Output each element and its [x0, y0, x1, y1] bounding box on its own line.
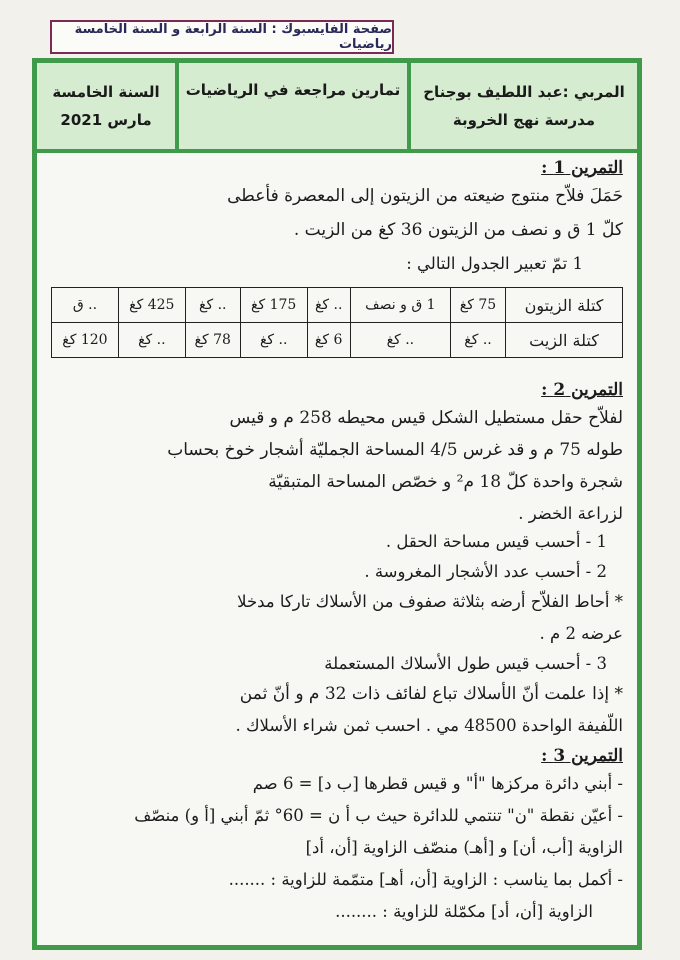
- table-row: [52, 323, 623, 358]
- exercise-3-line-1: - أبني دائرة مركزها "أ" و قيس قطرها [ب د] = 6 صم: [252, 774, 623, 793]
- worksheet-title-cell: [175, 63, 407, 149]
- table-cell: .. ق: [52, 288, 119, 323]
- exercise-2-question-2: 2 - أحسب عدد الأشجار المغروسة .: [364, 562, 607, 581]
- exercise-2-line-3: شجرة واحدة كلّ 18 م² و خصّص المساحة المتبقيّة: [268, 472, 623, 492]
- table-cell: .. كغ: [118, 323, 185, 358]
- table-cell: 425 كغ: [118, 288, 185, 323]
- worksheet-title: تمارين مراجعة في الرياضيات: [185, 81, 401, 99]
- worksheet-content: [51, 157, 623, 945]
- worksheet-frame: [32, 58, 642, 950]
- table-cell: .. كغ: [450, 323, 505, 358]
- exercise-2-question-3: 3 - أحسب قيس طول الأسلاك المستعملة: [324, 654, 607, 673]
- table-cell: .. كغ: [350, 323, 450, 358]
- table-cell: 120 كغ: [52, 323, 119, 358]
- exercise-2-line-8: اللّفيفة الواحدة 48500 مي . احسب ثمن شراء الأسلاك .: [235, 716, 623, 735]
- table-cell: .. كغ: [185, 288, 240, 323]
- exercise-2-line-6: عرضه 2 م .: [539, 624, 623, 643]
- exercise-1-line-3: 1 تمّ تعبير الجدول التالي :: [406, 254, 583, 273]
- grade-label: السنة الخامسة: [52, 83, 160, 101]
- exercise-3-title: التمرين 3 :: [541, 746, 623, 766]
- school-name: مدرسة نهج الخروبة: [452, 111, 596, 129]
- date-label: مارس 2021: [60, 111, 152, 129]
- exercise-3-line-3: الزاوية [أب، أن] و [أهـ) منصّف الزاوية [أن، أد]: [305, 838, 623, 857]
- exercise-2-line-7: * إذا علمت أنّ الأسلاك تباع لفائف ذات 32 م و أنّ ثمن: [239, 684, 623, 704]
- table-cell: 6 كغ: [307, 323, 350, 358]
- exercise-2-line-1: لفلاّح حقل مستطيل الشكل قيس محيطه 258 م و قيس: [229, 408, 623, 428]
- facebook-page-label: صفحة الفايسبوك : السنة الرابعة و السنة الخامسة رياضيات: [50, 20, 394, 54]
- table-row: [52, 288, 623, 323]
- teacher-school-cell: [407, 63, 637, 149]
- table-cell: .. كغ: [307, 288, 350, 323]
- table-cell: 175 كغ: [240, 288, 307, 323]
- exercise-1-title: التمرين 1 :: [541, 158, 623, 178]
- worksheet-header: [37, 63, 637, 153]
- table-cell: كتلة الزيت: [506, 323, 623, 358]
- grade-date-cell: [37, 63, 175, 149]
- exercise-1-line-1: حَمَلَ فلاّح منتوج ضيعته من الزيتون إلى المعصرة فأعطى: [227, 186, 623, 206]
- exercise-3-line-2: - أعيّن نقطة "ن" تنتمي للدائرة حيث ب أ ن = 60° ثمّ أبني [أ و) منصّف: [134, 806, 623, 825]
- table-cell: 1 ق و نصف: [350, 288, 450, 323]
- exercise-2-line-2: طوله 75 م و قد غرس 4/5 المساحة الجمليّة أشجار خوخ بحساب: [167, 440, 623, 460]
- exercise-3-line-4: - أكمل بما يناسب : الزاوية [أن، أهـ] متمّمة للزاوية : .......: [228, 870, 623, 889]
- exercise-2-line-5: * أحاط الفلاّح أرضه بثلاثة صفوف من الأسلاك تاركا مدخلا: [237, 592, 623, 611]
- table-cell: 75 كغ: [450, 288, 505, 323]
- table-cell: كتلة الزيتون: [506, 288, 623, 323]
- olive-oil-table: [51, 287, 623, 358]
- exercise-1-line-2: كلّ 1 ق و نصف من الزيتون 36 كغ من الزيت .: [293, 220, 623, 240]
- exercise-3-line-5: الزاوية [أن، أد] مكمّلة للزاوية : ........: [335, 902, 593, 921]
- teacher-name: المربي :عبد اللطيف بوجناح: [423, 83, 625, 101]
- table-cell: 78 كغ: [185, 323, 240, 358]
- exercise-2-title: التمرين 2 :: [541, 380, 623, 400]
- table-cell: .. كغ: [240, 323, 307, 358]
- exercise-2-line-4: لزراعة الخضر .: [518, 504, 623, 523]
- exercise-2-question-1: 1 - أحسب قيس مساحة الحقل .: [385, 532, 607, 551]
